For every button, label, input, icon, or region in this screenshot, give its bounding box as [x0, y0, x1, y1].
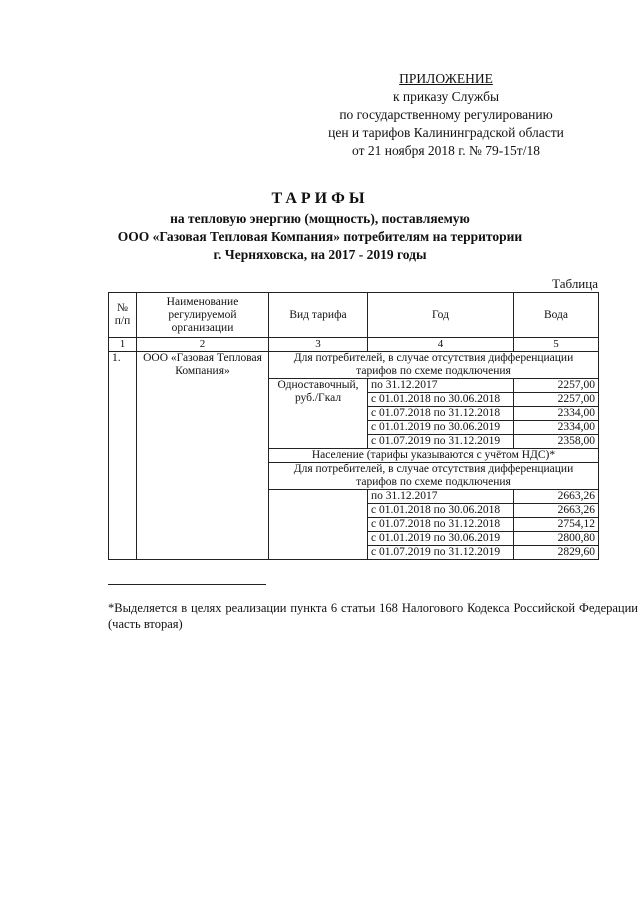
appendix-order-date: от 21 ноября 2018 г. № 79-15т/18 [352, 143, 540, 158]
value-cell: 2754,12 [514, 518, 599, 532]
appendix-line: цен и тарифов Калининградской области [328, 125, 564, 140]
section-label: Для потребителей, в случае отсутствия дифференциации тарифов по схеме подключения [269, 352, 599, 379]
period-cell: с 01.01.2018 по 30.06.2018 [368, 504, 514, 518]
document-subtitle [0, 210, 640, 264]
value-cell: 2663,26 [514, 490, 599, 504]
header-no: № п/п [109, 293, 137, 338]
period-cell: с 01.01.2018 по 30.06.2018 [368, 393, 514, 407]
appendix-line: по государственному регулированию [339, 107, 553, 122]
period-cell: с 01.01.2019 по 30.06.2019 [368, 421, 514, 435]
value-cell: 2334,00 [514, 421, 599, 435]
appendix-title: ПРИЛОЖЕНИЕ [399, 71, 493, 86]
header-water: Вода [514, 293, 599, 338]
period-cell: с 01.01.2019 по 30.06.2019 [368, 532, 514, 546]
period-cell: с 01.07.2018 по 31.12.2018 [368, 407, 514, 421]
organization-name: ООО «Газовая Тепловая Компания» [137, 352, 269, 560]
footnote: *Выделяется в целях реализации пункта 6 статьи 168 Налогового Кодекса Российской Федерации (часть вторая) [108, 601, 638, 631]
subtitle-line: г. Черняховска, на 2017 - 2019 годы [213, 247, 427, 262]
value-cell: 2663,26 [514, 504, 599, 518]
value-cell: 2334,00 [514, 407, 599, 421]
period-cell: по 31.12.2017 [368, 490, 514, 504]
table-row [109, 352, 599, 379]
header-type: Вид тарифа [269, 293, 368, 338]
subtitle-line: ООО «Газовая Тепловая Компания» потребителям на территории [117, 229, 523, 244]
column-number: 3 [269, 338, 368, 352]
value-cell: 2257,00 [514, 379, 599, 393]
value-cell: 2829,60 [514, 546, 599, 560]
subtitle-line: на тепловую энергию (мощность), поставляемую [170, 211, 470, 226]
header-year: Год [368, 293, 514, 338]
value-cell: 2257,00 [514, 393, 599, 407]
table-header-row [109, 293, 599, 338]
footnote-divider [108, 584, 266, 585]
row-number: 1. [109, 352, 137, 560]
period-cell: по 31.12.2017 [368, 379, 514, 393]
column-number: 4 [368, 338, 514, 352]
appendix-line: к приказу Службы [392, 89, 500, 104]
population-label: Население (тарифы указываются с учётом НДС)* [269, 449, 599, 463]
table-label: Таблица [552, 276, 598, 291]
period-cell: с 01.07.2018 по 31.12.2018 [368, 518, 514, 532]
period-cell: с 01.07.2019 по 31.12.2019 [368, 546, 514, 560]
tariff-table [108, 292, 599, 560]
column-number-row [109, 338, 599, 352]
column-number: 2 [137, 338, 269, 352]
period-cell: с 01.07.2019 по 31.12.2019 [368, 435, 514, 449]
appendix-block [296, 70, 596, 160]
tariff-type: Одноставочный, руб./Гкал [269, 379, 368, 449]
value-cell: 2358,00 [514, 435, 599, 449]
section-label: Для потребителей, в случае отсутствия дифференциации тарифов по схеме подключения [269, 463, 599, 490]
document-heading: ТАРИФЫ [271, 190, 369, 207]
column-number: 5 [514, 338, 599, 352]
column-number: 1 [109, 338, 137, 352]
tariff-type-empty [269, 490, 368, 560]
header-org: Наименование регулируемой организации [137, 293, 269, 338]
value-cell: 2800,80 [514, 532, 599, 546]
